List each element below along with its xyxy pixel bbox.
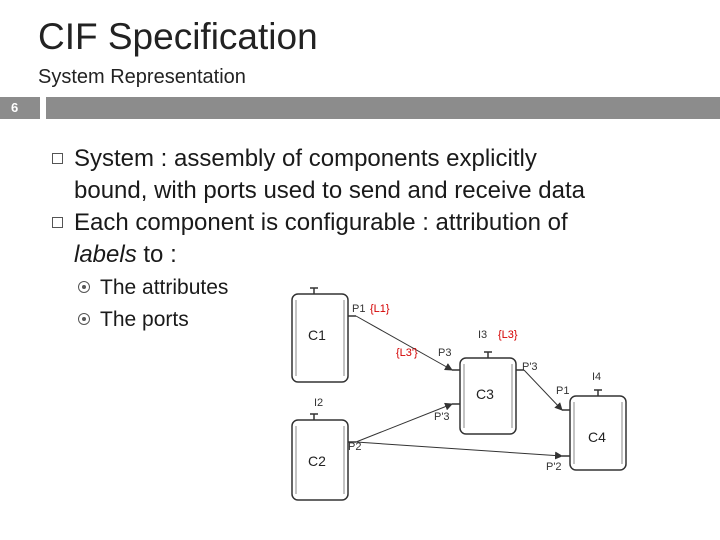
port-label: P3 <box>438 347 452 359</box>
slide-number-box <box>0 97 40 119</box>
sub-bullet-item: The ports <box>78 304 228 336</box>
port-label: P'2 <box>546 461 562 473</box>
attribute-label: {L1} <box>370 303 390 315</box>
header-bar <box>46 97 720 119</box>
component-diagram <box>280 280 640 510</box>
attribute-label: {L3} <box>498 329 518 341</box>
square-bullet-icon <box>52 153 63 164</box>
connection-arrow <box>356 442 562 456</box>
attribute-label: {L3'} <box>396 347 418 359</box>
port-label: P1 <box>352 303 366 315</box>
component-label: C3 <box>476 386 494 402</box>
component-label: C2 <box>308 453 326 469</box>
sub-bullet-list <box>78 272 228 336</box>
slide-number: 6 <box>11 100 19 115</box>
component-label: C1 <box>308 327 326 343</box>
bullet-item: System : assembly of components explicitly bound, with ports used to send and receive data <box>50 143 690 207</box>
slide-subtitle: System Representation <box>38 66 246 88</box>
port-label: I4 <box>592 371 602 383</box>
port-label: P1 <box>556 385 570 397</box>
bullet-list <box>50 143 690 271</box>
component-c2 <box>292 414 356 500</box>
port-label: I2 <box>314 397 324 409</box>
bullet-item: Each component is configurable : attribution of labels to : <box>50 207 690 271</box>
component-c1 <box>292 288 356 382</box>
component-c3 <box>452 352 524 434</box>
port-label: I3 <box>478 329 488 341</box>
component-label: C4 <box>588 429 606 445</box>
slide-title: CIF Specification <box>38 16 318 57</box>
port-label: P2 <box>348 441 362 453</box>
component-c4 <box>562 390 626 470</box>
circle-bullet-icon <box>78 313 90 325</box>
port-label: P'3 <box>522 361 538 373</box>
connection-arrow <box>356 316 452 370</box>
sub-bullet-item: The attributes <box>78 272 228 304</box>
square-bullet-icon <box>52 217 63 228</box>
connection-arrow <box>356 404 452 442</box>
port-label: P'3 <box>434 411 450 423</box>
circle-bullet-icon <box>78 281 90 293</box>
